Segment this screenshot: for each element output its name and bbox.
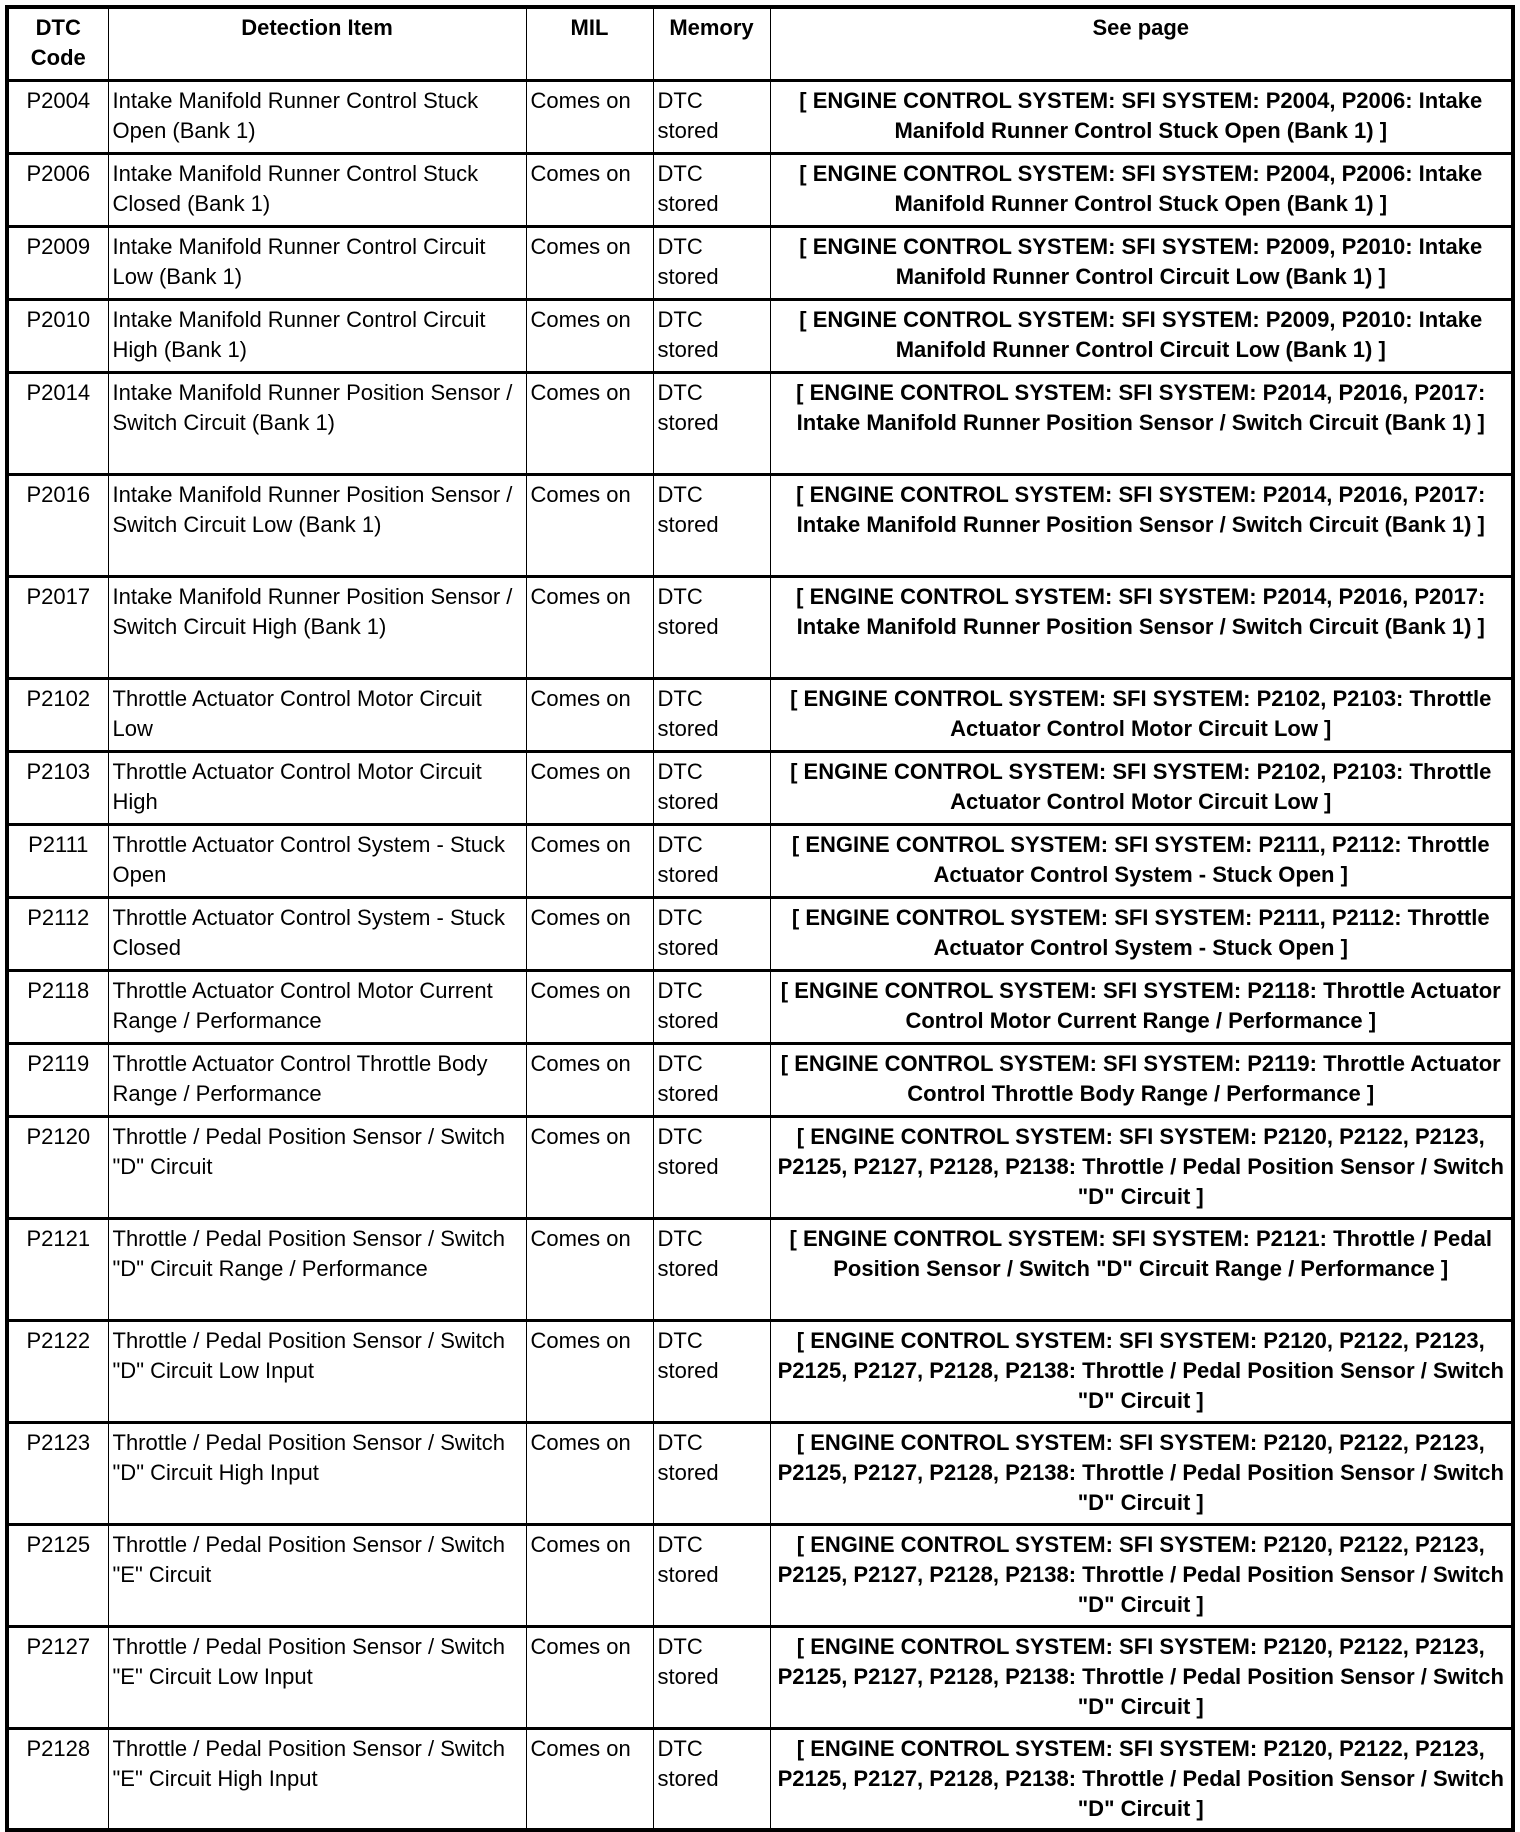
table-row [7,1728,1513,1830]
detection-item-cell: Throttle Actuator Control System - Stuck Closed [108,897,526,970]
memory-cell: DTC stored [653,1422,770,1524]
memory-cell: DTC stored [653,226,770,299]
detection-item-cell: Throttle Actuator Control Motor Current Range / Performance [108,970,526,1043]
table-row [7,576,1513,678]
mil-cell: Comes on [526,576,653,678]
memory-cell: DTC stored [653,1728,770,1830]
see-page-link[interactable]: [ ENGINE CONTROL SYSTEM: SFI SYSTEM: P2120, P2122, P2123, P2125, P2127, P2128, P2138: Throttle / Pedal Position Sensor / Switch "D" Circuit ] [770,1320,1513,1422]
header-dtc-code: DTC Code [7,7,108,80]
see-page-link[interactable]: [ ENGINE CONTROL SYSTEM: SFI SYSTEM: P2120, P2122, P2123, P2125, P2127, P2128, P2138: Throttle / Pedal Position Sensor / Switch "D" Circuit ] [770,1116,1513,1218]
see-page-link[interactable]: [ ENGINE CONTROL SYSTEM: SFI SYSTEM: P2111, P2112: Throttle Actuator Control System - Stuck Open ] [770,824,1513,897]
detection-item-cell: Throttle / Pedal Position Sensor / Switch "D" Circuit Low Input [108,1320,526,1422]
detection-item-cell: Intake Manifold Runner Position Sensor / Switch Circuit Low (Bank 1) [108,474,526,576]
mil-cell: Comes on [526,897,653,970]
mil-cell: Comes on [526,678,653,751]
header-detection-item: Detection Item [108,7,526,80]
mil-cell: Comes on [526,1218,653,1320]
dtc-code-cell: P2120 [7,1116,108,1218]
memory-cell: DTC stored [653,678,770,751]
table-row [7,1218,1513,1320]
dtc-code-cell: P2111 [7,824,108,897]
mil-cell: Comes on [526,824,653,897]
detection-item-cell: Throttle Actuator Control System - Stuck Open [108,824,526,897]
mil-cell: Comes on [526,1116,653,1218]
mil-cell: Comes on [526,1422,653,1524]
memory-cell: DTC stored [653,153,770,226]
see-page-link[interactable]: [ ENGINE CONTROL SYSTEM: SFI SYSTEM: P2102, P2103: Throttle Actuator Control Motor Circuit Low ] [770,678,1513,751]
see-page-link[interactable]: [ ENGINE CONTROL SYSTEM: SFI SYSTEM: P2004, P2006: Intake Manifold Runner Control Stuck Open (Bank 1) ] [770,80,1513,153]
detection-item-cell: Throttle / Pedal Position Sensor / Switch "D" Circuit [108,1116,526,1218]
see-page-link[interactable]: [ ENGINE CONTROL SYSTEM: SFI SYSTEM: P2120, P2122, P2123, P2125, P2127, P2128, P2138: Throttle / Pedal Position Sensor / Switch "D" Circuit ] [770,1422,1513,1524]
table-row [7,1626,1513,1728]
dtc-code-cell: P2103 [7,751,108,824]
memory-cell: DTC stored [653,897,770,970]
dtc-code-cell: P2128 [7,1728,108,1830]
mil-cell: Comes on [526,1626,653,1728]
see-page-link[interactable]: [ ENGINE CONTROL SYSTEM: SFI SYSTEM: P2118: Throttle Actuator Control Motor Current Range / Performance ] [770,970,1513,1043]
memory-cell: DTC stored [653,1524,770,1626]
table-row [7,1422,1513,1524]
memory-cell: DTC stored [653,1043,770,1116]
see-page-link[interactable]: [ ENGINE CONTROL SYSTEM: SFI SYSTEM: P2014, P2016, P2017: Intake Manifold Runner Position Sensor / Switch Circuit (Bank 1) ] [770,474,1513,576]
memory-cell: DTC stored [653,299,770,372]
memory-cell: DTC stored [653,1116,770,1218]
dtc-code-cell: P2004 [7,80,108,153]
dtc-code-cell: P2118 [7,970,108,1043]
table-row [7,80,1513,153]
dtc-code-cell: P2123 [7,1422,108,1524]
memory-cell: DTC stored [653,970,770,1043]
see-page-link[interactable]: [ ENGINE CONTROL SYSTEM: SFI SYSTEM: P2004, P2006: Intake Manifold Runner Control Stuck Open (Bank 1) ] [770,153,1513,226]
dtc-code-cell: P2009 [7,226,108,299]
table-header-row [7,7,1513,80]
see-page-link[interactable]: [ ENGINE CONTROL SYSTEM: SFI SYSTEM: P2120, P2122, P2123, P2125, P2127, P2128, P2138: Throttle / Pedal Position Sensor / Switch "D" Circuit ] [770,1524,1513,1626]
memory-cell: DTC stored [653,80,770,153]
see-page-link[interactable]: [ ENGINE CONTROL SYSTEM: SFI SYSTEM: P2121: Throttle / Pedal Position Sensor / Switch "D" Circuit Range / Performance ] [770,1218,1513,1320]
table-row [7,1116,1513,1218]
table-row [7,372,1513,474]
header-see-page: See page [770,7,1513,80]
detection-item-cell: Intake Manifold Runner Position Sensor / Switch Circuit High (Bank 1) [108,576,526,678]
memory-cell: DTC stored [653,1626,770,1728]
see-page-link[interactable]: [ ENGINE CONTROL SYSTEM: SFI SYSTEM: P2120, P2122, P2123, P2125, P2127, P2128, P2138: Throttle / Pedal Position Sensor / Switch "D" Circuit ] [770,1626,1513,1728]
dtc-code-cell: P2112 [7,897,108,970]
table-row [7,226,1513,299]
detection-item-cell: Intake Manifold Runner Position Sensor / Switch Circuit (Bank 1) [108,372,526,474]
mil-cell: Comes on [526,1320,653,1422]
dtc-code-cell: P2119 [7,1043,108,1116]
table-row [7,299,1513,372]
dtc-table [5,5,1515,1832]
see-page-link[interactable]: [ ENGINE CONTROL SYSTEM: SFI SYSTEM: P2009, P2010: Intake Manifold Runner Control Circuit Low (Bank 1) ] [770,299,1513,372]
detection-item-cell: Intake Manifold Runner Control Stuck Open (Bank 1) [108,80,526,153]
detection-item-cell: Throttle / Pedal Position Sensor / Switch "E" Circuit Low Input [108,1626,526,1728]
table-row [7,1043,1513,1116]
dtc-code-cell: P2010 [7,299,108,372]
memory-cell: DTC stored [653,824,770,897]
see-page-link[interactable]: [ ENGINE CONTROL SYSTEM: SFI SYSTEM: P2009, P2010: Intake Manifold Runner Control Circuit Low (Bank 1) ] [770,226,1513,299]
dtc-code-cell: P2014 [7,372,108,474]
see-page-link[interactable]: [ ENGINE CONTROL SYSTEM: SFI SYSTEM: P2119: Throttle Actuator Control Throttle Body Range / Performance ] [770,1043,1513,1116]
dtc-code-cell: P2016 [7,474,108,576]
detection-item-cell: Throttle Actuator Control Motor Circuit High [108,751,526,824]
mil-cell: Comes on [526,1524,653,1626]
see-page-link[interactable]: [ ENGINE CONTROL SYSTEM: SFI SYSTEM: P2102, P2103: Throttle Actuator Control Motor Circuit Low ] [770,751,1513,824]
mil-cell: Comes on [526,153,653,226]
mil-cell: Comes on [526,372,653,474]
table-row [7,153,1513,226]
memory-cell: DTC stored [653,372,770,474]
table-row [7,970,1513,1043]
see-page-link[interactable]: [ ENGINE CONTROL SYSTEM: SFI SYSTEM: P2120, P2122, P2123, P2125, P2127, P2128, P2138: Throttle / Pedal Position Sensor / Switch "D" Circuit ] [770,1728,1513,1830]
mil-cell: Comes on [526,474,653,576]
mil-cell: Comes on [526,299,653,372]
dtc-code-cell: P2121 [7,1218,108,1320]
detection-item-cell: Throttle Actuator Control Throttle Body Range / Performance [108,1043,526,1116]
detection-item-cell: Throttle / Pedal Position Sensor / Switch "D" Circuit High Input [108,1422,526,1524]
see-page-link[interactable]: [ ENGINE CONTROL SYSTEM: SFI SYSTEM: P2111, P2112: Throttle Actuator Control System - Stuck Open ] [770,897,1513,970]
mil-cell: Comes on [526,1728,653,1830]
mil-cell: Comes on [526,1043,653,1116]
dtc-code-cell: P2122 [7,1320,108,1422]
detection-item-cell: Throttle Actuator Control Motor Circuit Low [108,678,526,751]
detection-item-cell: Throttle / Pedal Position Sensor / Switch "D" Circuit Range / Performance [108,1218,526,1320]
table-row [7,1524,1513,1626]
table-row [7,678,1513,751]
detection-item-cell: Throttle / Pedal Position Sensor / Switch "E" Circuit High Input [108,1728,526,1830]
dtc-code-cell: P2017 [7,576,108,678]
memory-cell: DTC stored [653,474,770,576]
header-memory: Memory [653,7,770,80]
see-page-link[interactable]: [ ENGINE CONTROL SYSTEM: SFI SYSTEM: P2014, P2016, P2017: Intake Manifold Runner Position Sensor / Switch Circuit (Bank 1) ] [770,372,1513,474]
detection-item-cell: Intake Manifold Runner Control Stuck Closed (Bank 1) [108,153,526,226]
detection-item-cell: Intake Manifold Runner Control Circuit High (Bank 1) [108,299,526,372]
memory-cell: DTC stored [653,1218,770,1320]
table-row [7,751,1513,824]
detection-item-cell: Intake Manifold Runner Control Circuit Low (Bank 1) [108,226,526,299]
dtc-code-cell: P2127 [7,1626,108,1728]
table-row [7,474,1513,576]
see-page-link[interactable]: [ ENGINE CONTROL SYSTEM: SFI SYSTEM: P2014, P2016, P2017: Intake Manifold Runner Position Sensor / Switch Circuit (Bank 1) ] [770,576,1513,678]
dtc-code-cell: P2125 [7,1524,108,1626]
table-row [7,897,1513,970]
table-row [7,1320,1513,1422]
table-row [7,824,1513,897]
mil-cell: Comes on [526,970,653,1043]
mil-cell: Comes on [526,80,653,153]
mil-cell: Comes on [526,751,653,824]
memory-cell: DTC stored [653,576,770,678]
detection-item-cell: Throttle / Pedal Position Sensor / Switch "E" Circuit [108,1524,526,1626]
mil-cell: Comes on [526,226,653,299]
dtc-code-cell: P2006 [7,153,108,226]
memory-cell: DTC stored [653,751,770,824]
header-mil: MIL [526,7,653,80]
dtc-code-cell: P2102 [7,678,108,751]
memory-cell: DTC stored [653,1320,770,1422]
